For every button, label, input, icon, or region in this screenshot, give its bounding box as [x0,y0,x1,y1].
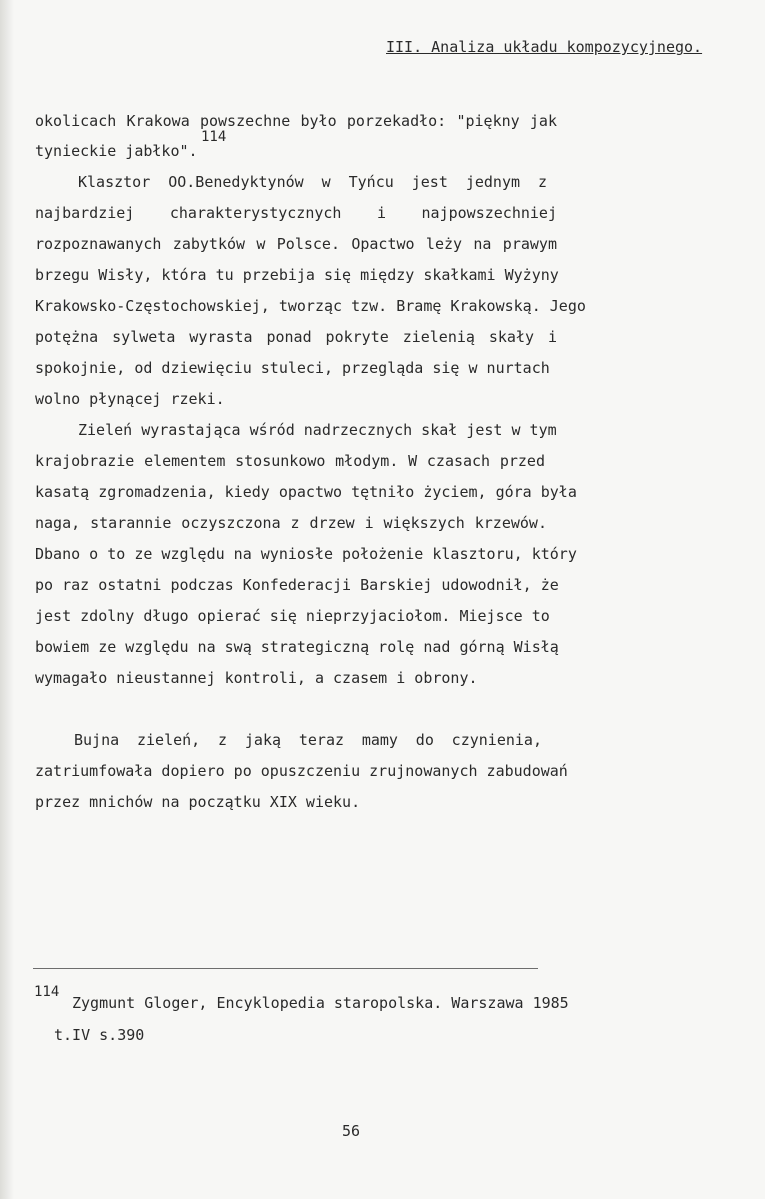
body-line: spokojnie, od dziewięciu stuleci, przegląda się w nurtach [35,359,550,377]
body-line: krajobrazie elementem stosunkowo młodym. W czasach przed [35,452,545,470]
footnote-text: Zygmunt Gloger, Encyklopedia staropolska. Warszawa 1985 [72,994,569,1012]
body-line: bowiem ze względu na swą strategiczną rolę nad górną Wisłą [35,638,559,656]
body-line: jest zdolny długo opierać się nieprzyjaciołom. Miejsce to [35,607,550,625]
body-line: wymagało nieustannej kontroli, a czasem i obrony. [35,669,478,687]
body-line: Dbano o to ze względu na wyniosłe położenie klasztoru, który [35,545,577,563]
footnote-reference: 114 [201,129,227,145]
running-head: III. Analiza układu kompozycyjnego. [386,38,703,56]
body-line: Klasztor OO.Benedyktynów w Tyńcu jest jednym z [78,173,547,191]
body-line: Krakowsko-Częstochowskiej, tworząc tzw. Bramę Krakowską. Jego [35,297,586,315]
page-edge-shadow [0,0,14,1199]
body-line: brzegu Wisły, która tu przebija się między skałkami Wyżyny [35,266,559,284]
body-line: kasatą zgromadzenia, kiedy opactwo tętniło życiem, góra była [35,483,577,501]
body-line: tynieckie jabłko". [35,142,198,160]
body-line: potężna sylweta wyrasta ponad pokryte zielenią skały i [35,328,557,346]
footnote-text-continued: t.IV s.390 [54,1026,145,1044]
body-line: Bujna zieleń, z jaką teraz mamy do czynienia, [74,731,542,749]
body-line: po raz ostatni podczas Konfederacji Barskiej udowodnił, że [35,576,559,594]
body-line: Zieleń wyrastająca wśród nadrzecznych skał jest w tym [78,421,557,439]
body-line: naga, starannie oczyszczona z drzew i większych krzewów. [35,514,547,532]
page-number: 56 [342,1122,361,1140]
footnote-number: 114 [34,984,60,1000]
body-line: zatriumfowała dopiero po opuszczeniu zrujnowanych zabudowań [35,762,568,780]
body-line: przez mnichów na początku XIX wieku. [35,793,361,811]
body-line: okolicach Krakowa powszechne było porzekadło: "piękny jak [35,112,557,130]
body-line: wolno płynącej rzeki. [35,390,225,408]
body-line: rozpoznawanych zabytków w Polsce. Opactwo leży na prawym [35,235,557,253]
body-line: najbardziej charakterystycznych i najpowszechniej [35,204,557,222]
footnote-separator [33,968,538,969]
